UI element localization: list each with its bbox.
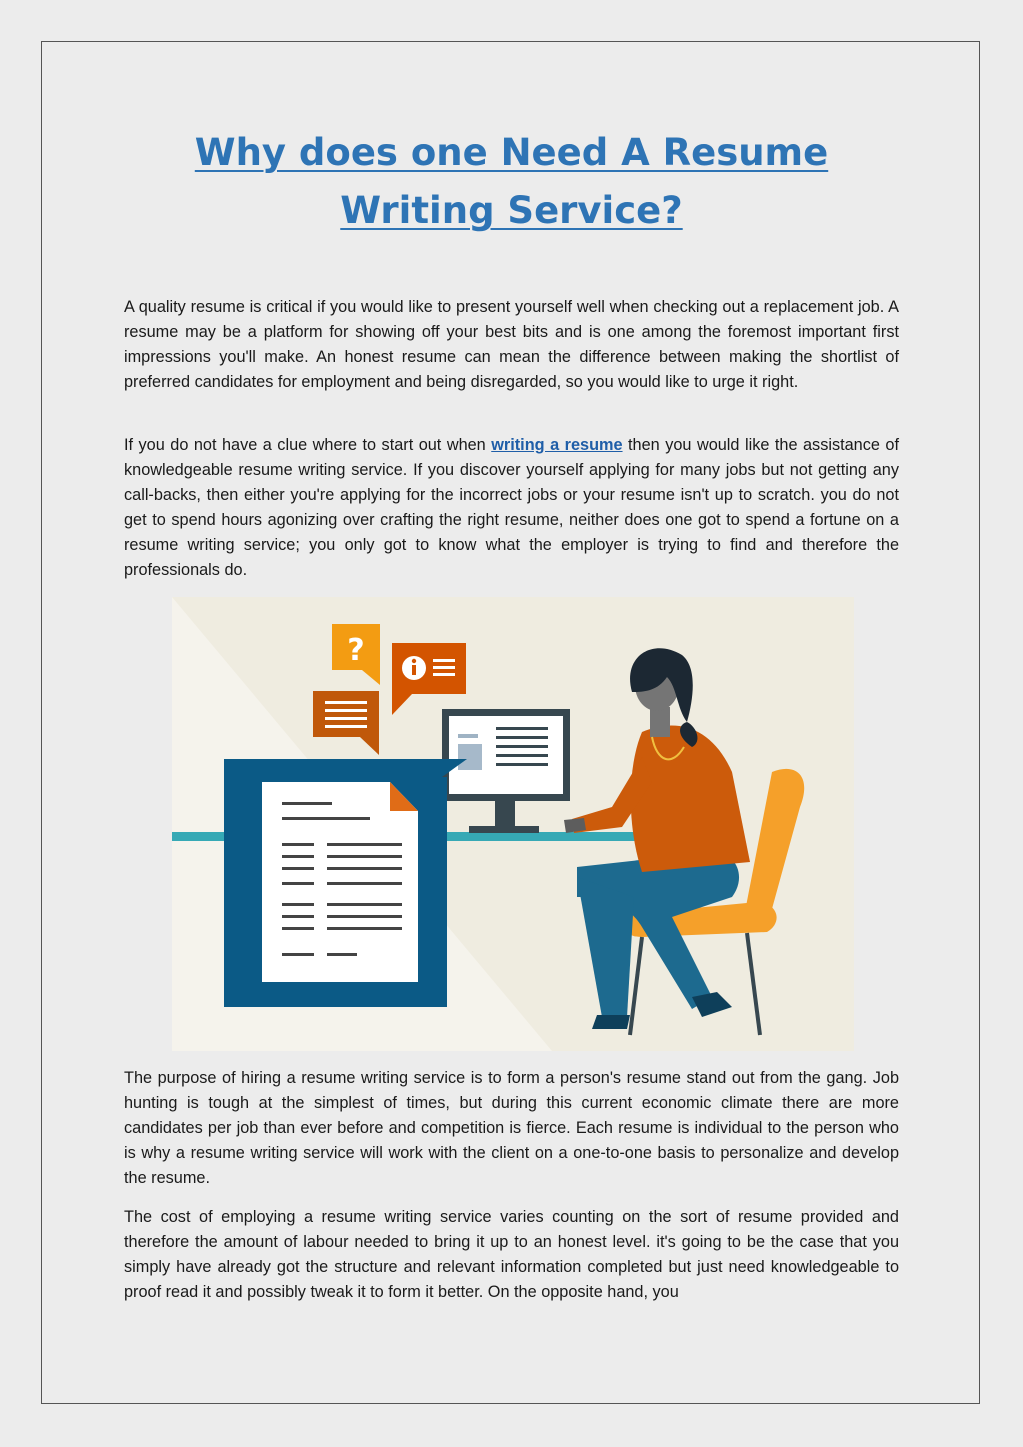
page-title — [142, 124, 881, 240]
paragraph-text-before-link: If you do not have a clue where to start out when — [124, 436, 492, 454]
document-page — [41, 41, 980, 1404]
page-title-text[interactable]: Why does one Need A Resume Writing Service? — [194, 131, 829, 232]
paragraph-intro: A quality resume is critical if you would like to present yourself well when checking out a replacement job. A resume may be a platform for showing off your best bits and is one among the foremost important first impressions you'll make. An honest resume can mean the difference between making the shortlist of preferred candidates for employment and being disregarded, so you would like to urge it right. — [124, 298, 899, 391]
svg-text:?: ? — [347, 633, 365, 668]
paragraph-cost: The cost of employing a resume writing service varies counting on the sort of resume provided and therefore the amount of labour needed to bring it up to an honest level. it's going to be the case that you simply have already got the structure and relevant information completed but just need knowledgeable to proof read it and possibly tweak it to form it better. On the opposite hand, you — [124, 1208, 899, 1301]
paragraph-text-after-link: then you would like the assistance of knowledgeable resume writing service. If you discover yourself applying for many jobs but not getting any call-backs, then either you're applying for the incorrect jobs or your resume isn't up to scratch. you do not get to spend hours agonizing over crafting the right resume, neither does one got to spend a fortune on a resume writing service; you only got to know what the employer is trying to find and therefore the professionals do. — [124, 436, 899, 579]
resume-document-icon — [224, 759, 467, 1007]
writing-a-resume-link[interactable]: writing a resume — [491, 436, 623, 454]
paragraph-writing-resume — [124, 433, 899, 583]
resume-service-illustration — [172, 597, 854, 1051]
paragraph-purpose: The purpose of hiring a resume writing service is to form a person's resume stand out from the gang. Job hunting is tough at the simplest of times, but during this current economic climate there are more candidates per job than ever before and competition is fierce. Each resume is individual to the person who is why a resume writing service will work with the client on a one-to-one basis to personalize and develop the resume. — [124, 1069, 899, 1187]
